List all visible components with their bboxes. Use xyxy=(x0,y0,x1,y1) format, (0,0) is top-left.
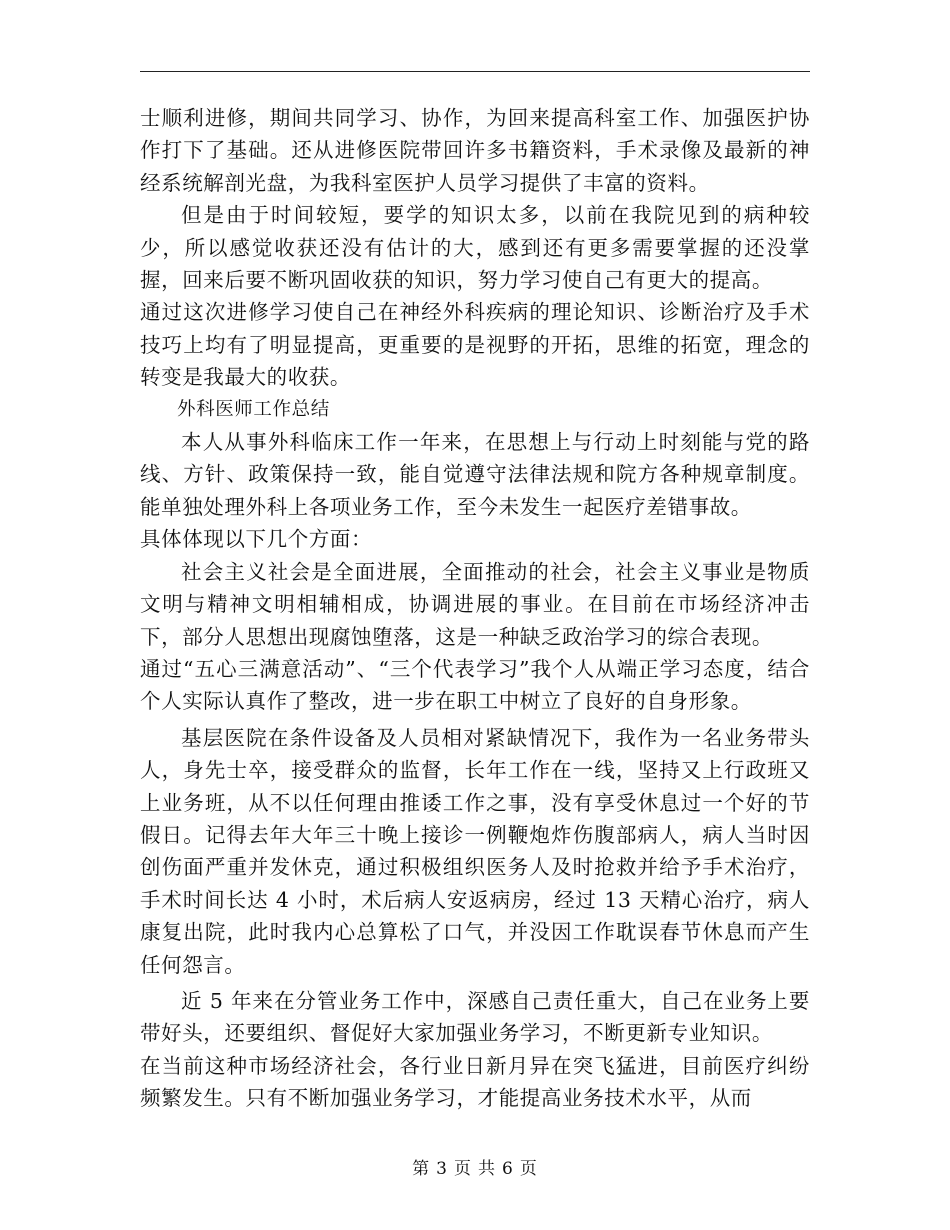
paragraph-study-gains: 通过这次进修学习使自己在神经外科疾病的理论知识、诊断治疗及手术技巧上均有了明显提高，更重要的是视野的开拓，思维的拓宽，理念的转变是我最大的收获。 xyxy=(140,300,810,390)
header-rule xyxy=(140,71,810,72)
footer-total-word: 共 xyxy=(478,1159,496,1179)
paragraph-leadership: 基层医院在条件设备及人员相对紧缺情况下，我作为一名业务带头人，身先士卒，接受群众的监督，长年工作在一线，坚持又上行政班又上业务班，从不以任何理由推诿工作之事，没有享受休息过一个好的节假日。记得去年大年三十晚上接诊一例鞭炮炸伤腹部病人，病人当时因创伤面严重并发休克，通过积极组织医务人及时抢救并给予手术治疗，手术时间长达 4 小时，术后病人安返病房，经过 13 天精心治疗，病人康复出院，此时我内心总算松了口气，并没因工作耽误春节休息而产生任何怨言。 xyxy=(140,725,810,977)
footer-page-number: 3 xyxy=(436,1159,448,1179)
body-text xyxy=(140,102,810,1115)
page-footer xyxy=(0,1154,950,1179)
paragraph-continuation: 士顺利进修，期间共同学习、协作，为回来提高科室工作、加强医护协作打下了基础。还从进修医院带回许多书籍资料，手术录像及最新的神经系统解剖光盘，为我科室医护人员学习提供了丰富的资料。 xyxy=(140,106,810,195)
paragraph-aspects: 具体体现以下几个方面： xyxy=(140,527,373,552)
footer-total-pages: 6 xyxy=(502,1159,514,1179)
paragraph-socialism: 社会主义社会是全面进展，全面推动的社会，社会主义事业是物质文明与精神文明相辅相成，协调进展的事业。在目前在市场经济冲击下，部分人思想出现腐蚀堕落，这是一种缺乏政治学习的综合表现。 xyxy=(140,559,810,649)
paragraph-intro: 本人从事外科临床工作一年来，在思想上与行动上时刻能与党的路线、方针、政策保持一致，能自觉遵守法律法规和院方各种规章制度。能单独处理外科上各项业务工作，至今未发生一起医疗差错事故。 xyxy=(140,430,810,519)
footer-suffix: 页 xyxy=(519,1159,538,1179)
footer-page-word: 页 xyxy=(454,1159,472,1179)
paragraph-study-reflection: 但是由于时间较短，要学的知识太多，以前在我院见到的病种较少，所以感觉收获还没有估计的大，感到还有更多需要掌握的还没掌握，回来后要不断巩固收获的知识，努力学习使自己有更大的提高。 xyxy=(140,203,810,293)
paragraph-market-economy: 在当前这种市场经济社会，各行业日新月异在突飞猛进，目前医疗纠纷频繁发生。只有不断加强业务学习，才能提高业务技术水平，从而 xyxy=(140,1053,810,1111)
paragraph-management: 近 5 年来在分管业务工作中，深感自己责任重大，自己在业务上要带好头，还要组织、督促好大家加强业务学习，不断更新专业知识。 xyxy=(140,988,810,1046)
footer-prefix: 第 xyxy=(412,1159,431,1179)
section-title: 外科医师工作总结 xyxy=(177,398,330,420)
paragraph-activities: 通过“五心三满意活动”、“三个代表学习”我个人从端正学习态度，结合个人实际认真作了整改，进一步在职工中树立了良好的自身形象。 xyxy=(140,656,810,714)
